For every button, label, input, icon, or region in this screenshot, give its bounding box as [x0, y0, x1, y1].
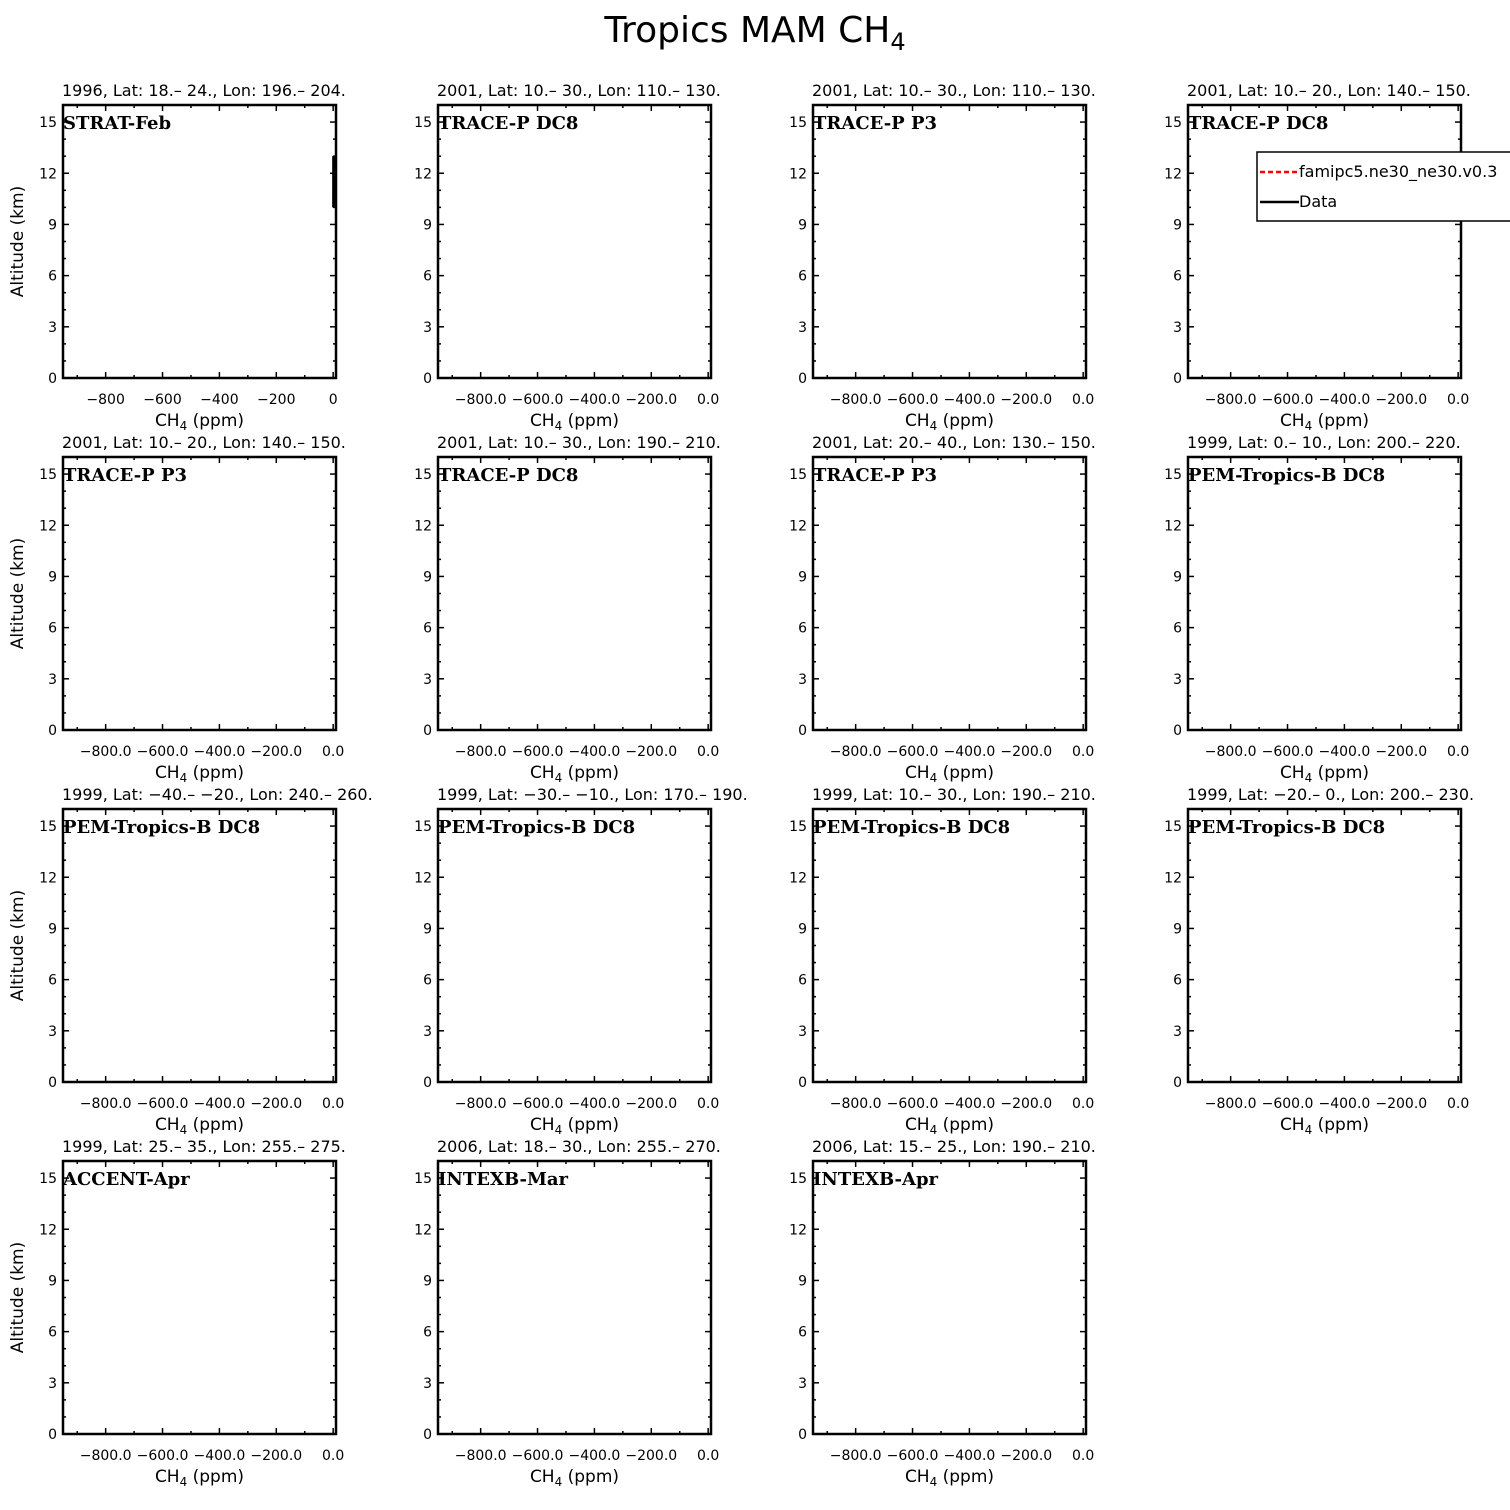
plot-frame: [438, 105, 711, 378]
x-axis-label: $CH_4$ (ppm): [529, 1467, 620, 1489]
y-tick-label: 0: [798, 371, 807, 387]
panel-title: 1999, Lat: −20.– 0., Lon: 200.– 230.: [1187, 785, 1475, 804]
y-tick-label: 12: [39, 870, 57, 887]
campaign-label: INTEXB-Mar: [438, 1169, 569, 1190]
panel-title: 2001, Lat: 10.– 30., Lon: 190.– 210.: [437, 433, 721, 452]
y-tick-label: 12: [414, 166, 432, 183]
y-tick-label: 12: [1164, 518, 1182, 535]
panel-title: 2001, Lat: 10.– 20., Lon: 140.– 150.: [62, 433, 346, 452]
plot-frame: [63, 457, 336, 730]
y-tick-label: 3: [1173, 671, 1182, 688]
y-tick-label: 9: [423, 1273, 432, 1290]
panel-6: [414, 433, 721, 785]
campaign-label: TRACE-P DC8: [1188, 113, 1329, 134]
x-tick-label: −200.0: [250, 744, 303, 760]
plot-frame: [63, 809, 336, 1082]
plot-frame: [438, 809, 711, 1082]
campaign-label: PEM-Tropics-B DC8: [438, 817, 636, 838]
x-tick-label: −800.0: [79, 1096, 132, 1112]
y-tick-label: 15: [789, 467, 807, 484]
campaign-label: TRACE-P P3: [813, 465, 938, 486]
x-tick-label: −200: [257, 392, 296, 408]
x-tick-label: −400.0: [568, 1096, 621, 1112]
y-tick-label: 3: [1173, 319, 1182, 336]
y-tick-label: 6: [423, 972, 432, 989]
y-tick-label: 0: [423, 1427, 432, 1443]
y-axis-label: Altitude (km): [8, 537, 28, 650]
y-tick-label: 3: [798, 671, 807, 688]
campaign-label: TRACE-P DC8: [438, 113, 579, 134]
x-tick-label: −200.0: [625, 1096, 678, 1112]
x-tick-label: 0.0: [1072, 744, 1095, 760]
legend-label: famipc5.ne30_ne30.v0.3: [1299, 162, 1498, 181]
panel-title: 1999, Lat: 25.– 35., Lon: 255.– 275.: [62, 1137, 346, 1156]
campaign-label: TRACE-P P3: [813, 113, 938, 134]
y-tick-label: 0: [48, 371, 57, 387]
panel-title: 2006, Lat: 18.– 30., Lon: 255.– 270.: [437, 1137, 721, 1156]
y-tick-label: 3: [423, 1023, 432, 1040]
y-tick-label: 0: [798, 723, 807, 739]
campaign-label: TRACE-P DC8: [438, 465, 579, 486]
x-tick-label: −600: [143, 392, 182, 408]
y-tick-label: 12: [414, 1222, 432, 1239]
x-tick-label: −400.0: [943, 1448, 996, 1464]
y-tick-label: 6: [798, 972, 807, 989]
x-tick-label: −400.0: [568, 392, 621, 408]
x-tick-label: 0.0: [322, 1448, 345, 1464]
x-axis-label: $CH_4$ (ppm): [154, 1115, 245, 1137]
y-tick-label: 0: [423, 371, 432, 387]
y-tick-label: 9: [423, 217, 432, 234]
y-tick-label: 3: [48, 1023, 57, 1040]
campaign-label: PEM-Tropics-B DC8: [1188, 817, 1386, 838]
panel-14: [414, 1137, 721, 1489]
x-tick-label: −400: [200, 392, 239, 408]
x-tick-label: 0.0: [697, 1096, 720, 1112]
x-axis-label: $CH_4$ (ppm): [904, 763, 995, 785]
x-tick-label: −400.0: [1318, 392, 1371, 408]
panel-9: [8, 785, 373, 1137]
y-tick-label: 12: [414, 518, 432, 535]
y-tick-label: 6: [798, 1324, 807, 1341]
x-tick-label: 0.0: [322, 1096, 345, 1112]
plot-frame: [813, 1161, 1086, 1434]
panel-13: [8, 1137, 346, 1489]
y-tick-label: 15: [414, 115, 432, 132]
panel-4: [1164, 81, 1510, 433]
figure-title-text: Tropics MAM CH: [604, 10, 891, 51]
x-tick-label: −200.0: [1000, 1448, 1053, 1464]
x-tick-label: −600.0: [511, 744, 564, 760]
x-tick-label: 0.0: [1072, 392, 1095, 408]
x-axis-label: $CH_4$ (ppm): [904, 1115, 995, 1137]
x-tick-label: 0.0: [697, 744, 720, 760]
y-tick-label: 3: [798, 1375, 807, 1392]
y-tick-label: 15: [789, 819, 807, 836]
x-tick-label: −200.0: [250, 1096, 303, 1112]
campaign-label: STRAT-Feb: [63, 113, 172, 134]
plot-frame: [438, 1161, 711, 1434]
x-axis-label: $CH_4$ (ppm): [154, 763, 245, 785]
y-tick-label: 3: [423, 319, 432, 336]
y-tick-label: 9: [48, 217, 57, 234]
panel-title: 2001, Lat: 10.– 20., Lon: 140.– 150.: [1187, 81, 1471, 100]
y-tick-label: 3: [798, 1023, 807, 1040]
y-tick-label: 12: [1164, 166, 1182, 183]
x-tick-label: −600.0: [136, 1448, 189, 1464]
panel-title: 2006, Lat: 15.– 25., Lon: 190.– 210.: [812, 1137, 1096, 1156]
x-tick-label: −400.0: [193, 1448, 246, 1464]
y-tick-label: 0: [423, 723, 432, 739]
x-tick-label: −800.0: [79, 1448, 132, 1464]
y-tick-label: 15: [1164, 115, 1182, 132]
x-tick-label: −800.0: [1204, 392, 1257, 408]
x-tick-label: −600.0: [136, 744, 189, 760]
x-tick-label: −800.0: [829, 1096, 882, 1112]
y-tick-label: 0: [798, 1075, 807, 1091]
x-tick-label: −200.0: [625, 744, 678, 760]
x-tick-label: −800: [86, 392, 125, 408]
x-tick-label: −200.0: [1375, 392, 1428, 408]
y-tick-label: 6: [1173, 972, 1182, 989]
panel-7: [789, 433, 1096, 785]
x-axis-label: $CH_4$ (ppm): [1279, 763, 1370, 785]
y-tick-label: 9: [798, 921, 807, 938]
x-tick-label: 0.0: [1072, 1096, 1095, 1112]
campaign-label: PEM-Tropics-B DC8: [813, 817, 1011, 838]
y-tick-label: 12: [414, 870, 432, 887]
x-tick-label: 0.0: [1447, 744, 1470, 760]
y-tick-label: 15: [39, 1171, 57, 1188]
campaign-label: PEM-Tropics-B DC8: [63, 817, 261, 838]
x-tick-label: −600.0: [511, 392, 564, 408]
x-axis-label: $CH_4$ (ppm): [1279, 1115, 1370, 1137]
y-tick-label: 0: [1173, 371, 1182, 387]
campaign-label: INTEXB-Apr: [813, 1169, 939, 1190]
x-tick-label: −600.0: [511, 1096, 564, 1112]
y-axis-label: Altitude (km): [8, 185, 28, 298]
panel-1: [8, 81, 346, 433]
plot-frame: [813, 457, 1086, 730]
panel-title: 1999, Lat: 0.– 10., Lon: 200.– 220.: [1187, 433, 1461, 452]
y-tick-label: 9: [798, 217, 807, 234]
x-tick-label: 0.0: [322, 744, 345, 760]
y-tick-label: 0: [48, 723, 57, 739]
y-tick-label: 9: [1173, 217, 1182, 234]
x-tick-label: −400.0: [1318, 744, 1371, 760]
x-tick-label: −800.0: [79, 744, 132, 760]
x-tick-label: −200.0: [1000, 744, 1053, 760]
panel-title: 2001, Lat: 10.– 30., Lon: 110.– 130.: [437, 81, 721, 100]
campaign-label: ACCENT-Apr: [63, 1169, 190, 1190]
y-tick-label: 12: [39, 166, 57, 183]
x-tick-label: −600.0: [136, 1096, 189, 1112]
y-tick-label: 15: [789, 115, 807, 132]
y-tick-label: 9: [798, 569, 807, 586]
panel-5: [8, 433, 346, 785]
plot-frame: [1188, 457, 1461, 730]
y-tick-label: 6: [48, 620, 57, 637]
y-tick-label: 12: [789, 166, 807, 183]
legend-label: Data: [1299, 192, 1338, 211]
x-tick-label: −800.0: [454, 392, 507, 408]
y-tick-label: 15: [414, 1171, 432, 1188]
y-tick-label: 3: [48, 671, 57, 688]
y-tick-label: 3: [423, 1375, 432, 1392]
x-tick-label: −600.0: [886, 1448, 939, 1464]
y-tick-label: 9: [1173, 921, 1182, 938]
x-axis-label: $CH_4$ (ppm): [529, 763, 620, 785]
panel-2: [414, 81, 721, 433]
y-tick-label: 3: [48, 1375, 57, 1392]
x-tick-label: −400.0: [943, 744, 996, 760]
x-tick-label: 0.0: [1072, 1448, 1095, 1464]
x-tick-label: −200.0: [1000, 1096, 1053, 1112]
x-tick-label: −800.0: [454, 744, 507, 760]
x-tick-label: −400.0: [943, 392, 996, 408]
y-tick-label: 12: [39, 1222, 57, 1239]
x-tick-label: −600.0: [1261, 392, 1314, 408]
x-tick-label: 0.0: [1447, 392, 1470, 408]
y-tick-label: 6: [48, 972, 57, 989]
x-tick-label: −200.0: [1375, 1096, 1428, 1112]
y-tick-label: 3: [423, 671, 432, 688]
panel-title: 2001, Lat: 10.– 30., Lon: 110.– 130.: [812, 81, 1096, 100]
y-tick-label: 6: [798, 268, 807, 285]
x-tick-label: −800.0: [1204, 744, 1257, 760]
y-tick-label: 6: [48, 268, 57, 285]
plot-frame: [813, 105, 1086, 378]
y-tick-label: 3: [1173, 1023, 1182, 1040]
figure-title-subscript: 4: [890, 28, 906, 57]
x-tick-label: −200.0: [1000, 392, 1053, 408]
campaign-label: TRACE-P P3: [63, 465, 188, 486]
panel-title: 2001, Lat: 20.– 40., Lon: 130.– 150.: [812, 433, 1096, 452]
y-tick-label: 12: [789, 870, 807, 887]
x-axis-label: $CH_4$ (ppm): [529, 1115, 620, 1137]
y-tick-label: 9: [48, 569, 57, 586]
y-tick-label: 15: [1164, 467, 1182, 484]
y-tick-label: 0: [48, 1427, 57, 1443]
x-tick-label: 0.0: [1447, 1096, 1470, 1112]
x-tick-label: −200.0: [1375, 744, 1428, 760]
y-axis-label: Altitude (km): [8, 1241, 28, 1354]
y-tick-label: 15: [39, 115, 57, 132]
x-tick-label: 0: [328, 392, 338, 408]
x-tick-label: −600.0: [511, 1448, 564, 1464]
panel-11: [789, 785, 1096, 1137]
panel-15: [789, 1137, 1096, 1489]
y-tick-label: 15: [39, 819, 57, 836]
x-axis-label: $CH_4$ (ppm): [904, 1467, 995, 1489]
panel-title: 1999, Lat: 10.– 30., Lon: 190.– 210.: [812, 785, 1096, 804]
campaign-label: PEM-Tropics-B DC8: [1188, 465, 1386, 486]
y-tick-label: 12: [1164, 870, 1182, 887]
y-tick-label: 15: [414, 819, 432, 836]
x-tick-label: −600.0: [1261, 1096, 1314, 1112]
y-tick-label: 15: [39, 467, 57, 484]
x-tick-label: −800.0: [829, 1448, 882, 1464]
y-tick-label: 12: [789, 518, 807, 535]
x-axis-label: $CH_4$ (ppm): [1279, 411, 1370, 433]
plot-frame: [1188, 809, 1461, 1082]
y-tick-label: 0: [1173, 1075, 1182, 1091]
y-tick-label: 12: [39, 518, 57, 535]
y-tick-label: 0: [1173, 723, 1182, 739]
x-tick-label: −800.0: [1204, 1096, 1257, 1112]
y-tick-label: 9: [423, 921, 432, 938]
x-tick-label: −800.0: [829, 392, 882, 408]
panel-3: [789, 81, 1096, 433]
plot-frame: [1188, 105, 1461, 378]
plot-frame: [63, 105, 336, 378]
y-tick-label: 3: [798, 319, 807, 336]
x-tick-label: −800.0: [829, 744, 882, 760]
panel-title: 1999, Lat: −40.– −20., Lon: 240.– 260.: [62, 785, 373, 804]
plot-frame: [63, 1161, 336, 1434]
x-tick-label: −400.0: [568, 1448, 621, 1464]
y-tick-label: 9: [423, 569, 432, 586]
y-tick-label: 0: [423, 1075, 432, 1091]
x-axis-label: $CH_4$ (ppm): [529, 411, 620, 433]
y-tick-label: 15: [1164, 819, 1182, 836]
panel-8: [1164, 433, 1469, 785]
y-tick-label: 6: [423, 268, 432, 285]
y-tick-label: 9: [798, 1273, 807, 1290]
y-tick-label: 6: [423, 1324, 432, 1341]
y-tick-label: 6: [1173, 620, 1182, 637]
y-tick-label: 3: [48, 319, 57, 336]
x-axis-label: $CH_4$ (ppm): [154, 1467, 245, 1489]
x-tick-label: −600.0: [1261, 744, 1314, 760]
x-tick-label: 0.0: [697, 1448, 720, 1464]
x-axis-label: $CH_4$ (ppm): [904, 411, 995, 433]
y-tick-label: 9: [48, 921, 57, 938]
y-tick-label: 6: [423, 620, 432, 637]
x-tick-label: −800.0: [454, 1448, 507, 1464]
x-axis-label: $CH_4$ (ppm): [154, 411, 245, 433]
y-tick-label: 15: [789, 1171, 807, 1188]
x-tick-label: −400.0: [1318, 1096, 1371, 1112]
y-tick-label: 0: [48, 1075, 57, 1091]
y-tick-label: 0: [798, 1427, 807, 1443]
y-tick-label: 6: [48, 1324, 57, 1341]
plot-frame: [813, 809, 1086, 1082]
panel-10: [414, 785, 748, 1137]
x-tick-label: −200.0: [625, 1448, 678, 1464]
y-axis-label: Altitude (km): [8, 889, 28, 1002]
x-tick-label: −400.0: [568, 744, 621, 760]
x-tick-label: −200.0: [625, 392, 678, 408]
panel-title: 1999, Lat: −30.– −10., Lon: 170.– 190.: [437, 785, 748, 804]
x-tick-label: −400.0: [943, 1096, 996, 1112]
plot-frame: [438, 457, 711, 730]
x-tick-label: −400.0: [193, 744, 246, 760]
y-tick-label: 6: [1173, 268, 1182, 285]
y-tick-label: 12: [789, 1222, 807, 1239]
y-tick-label: 9: [1173, 569, 1182, 586]
y-tick-label: 15: [414, 467, 432, 484]
y-tick-label: 6: [798, 620, 807, 637]
x-tick-label: −800.0: [454, 1096, 507, 1112]
x-tick-label: −600.0: [886, 1096, 939, 1112]
panel-12: [1164, 785, 1474, 1137]
x-tick-label: 0.0: [697, 392, 720, 408]
x-tick-label: −600.0: [886, 744, 939, 760]
y-tick-label: 9: [48, 1273, 57, 1290]
x-tick-label: −400.0: [193, 1096, 246, 1112]
x-tick-label: −200.0: [250, 1448, 303, 1464]
x-tick-label: −600.0: [886, 392, 939, 408]
panel-title: 1996, Lat: 18.– 24., Lon: 196.– 204.: [62, 81, 346, 100]
